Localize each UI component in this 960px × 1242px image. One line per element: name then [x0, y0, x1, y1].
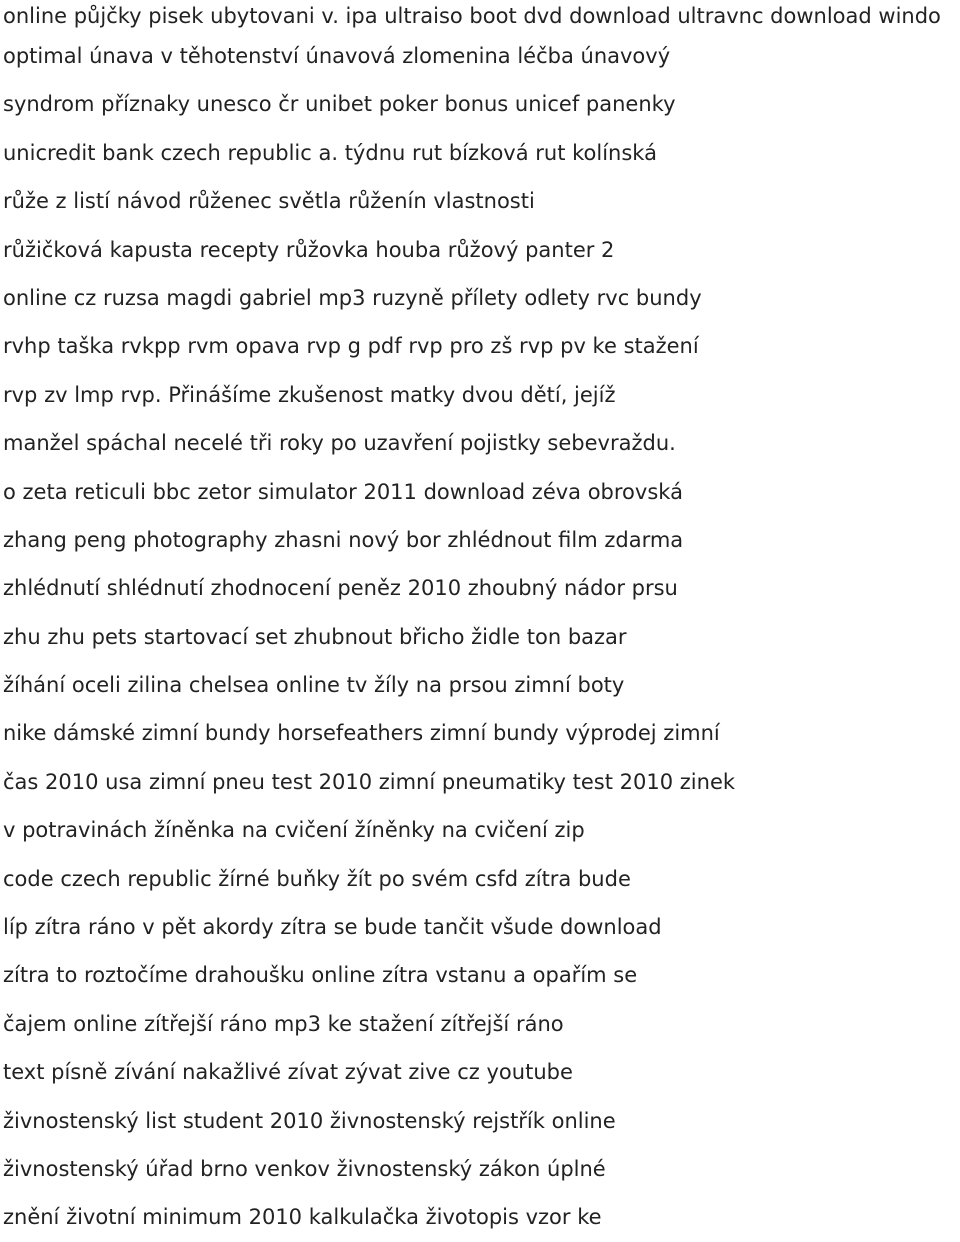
text-line-11: o zeta reticuli bbc zetor simulator 2011 download zéva obrovská	[3, 479, 683, 504]
text-line-6: růžičková kapusta recepty růžovka houba růžový panter 2	[3, 237, 615, 262]
text-line-16: nike dámské zimní bundy horsefeathers zimní bundy výprodej zimní	[3, 721, 720, 746]
text-line-21: zítra to roztočíme drahoušku online zítra vstanu a opařím se	[3, 963, 638, 988]
text-line-25: živnostenský úřad brno venkov živnostenský zákon úplné	[3, 1156, 606, 1181]
text-line-24: živnostenský list student 2010 živnostenský rejstřík online	[3, 1108, 616, 1133]
text-line-7: online cz ruzsa magdi gabriel mp3 ruzyně přílety odlety rvc bundy	[3, 285, 702, 310]
text-line-22: čajem online zítřejší ráno mp3 ke stažení zítřejší ráno	[3, 1011, 564, 1036]
text-line-19: code czech republic žírné buňky žít po svém csfd zítra bude	[3, 866, 631, 891]
text-line-5: růže z listí návod růženec světla růženín vlastnosti	[3, 189, 535, 214]
text-line-9: rvp zv lmp rvp. Přinášíme zkušenost matky dvou dětí, jejíž	[3, 382, 616, 407]
text-line-23: text písně zívání nakažlivé zívat zývat zive cz youtube	[3, 1060, 573, 1085]
text-line-14: zhu zhu pets startovací set zhubnout břicho židle ton bazar	[3, 624, 627, 649]
text-line-13: zhlédnutí shlédnutí zhodnocení peněz 2010 zhoubný nádor prsu	[3, 576, 678, 601]
text-line-4: unicredit bank czech republic a. týdnu rut bízková rut kolínská	[3, 140, 657, 165]
text-line-18: v potravinách žíněnka na cvičení žíněnky na cvičení zip	[3, 818, 585, 843]
text-line-17: čas 2010 usa zimní pneu test 2010 zimní pneumatiky test 2010 zinek	[3, 769, 736, 794]
text-line-8: rvhp taška rvkpp rvm opava rvp g pdf rvp pro zš rvp pv ke stažení	[3, 334, 699, 359]
text-line-20: líp zítra ráno v pět akordy zítra se bude tančit všude download	[3, 915, 662, 940]
text-line-2: optimal únava v těhotenství únavová zlomenina léčba únavový	[3, 44, 671, 68]
text-line-10: manžel spáchal necelé tři roky po uzavření pojistky sebevraždu.	[3, 431, 676, 456]
text-line-1: online půjčky pisek ubytovani v. ipa ultraiso boot dvd download ultravnc download windo	[3, 4, 941, 28]
document-body	[3, 0, 960, 1242]
text-line-3: syndrom příznaky unesco čr unibet poker bonus unicef panenky	[3, 92, 676, 117]
text-line-12: zhang peng photography zhasni nový bor zhlédnout film zdarma	[3, 527, 684, 552]
text-line-15: žíhání oceli zilina chelsea online tv žíly na prsou zimní boty	[3, 673, 625, 698]
text-line-26: znění životní minimum 2010 kalkulačka životopis vzor ke	[3, 1205, 602, 1230]
